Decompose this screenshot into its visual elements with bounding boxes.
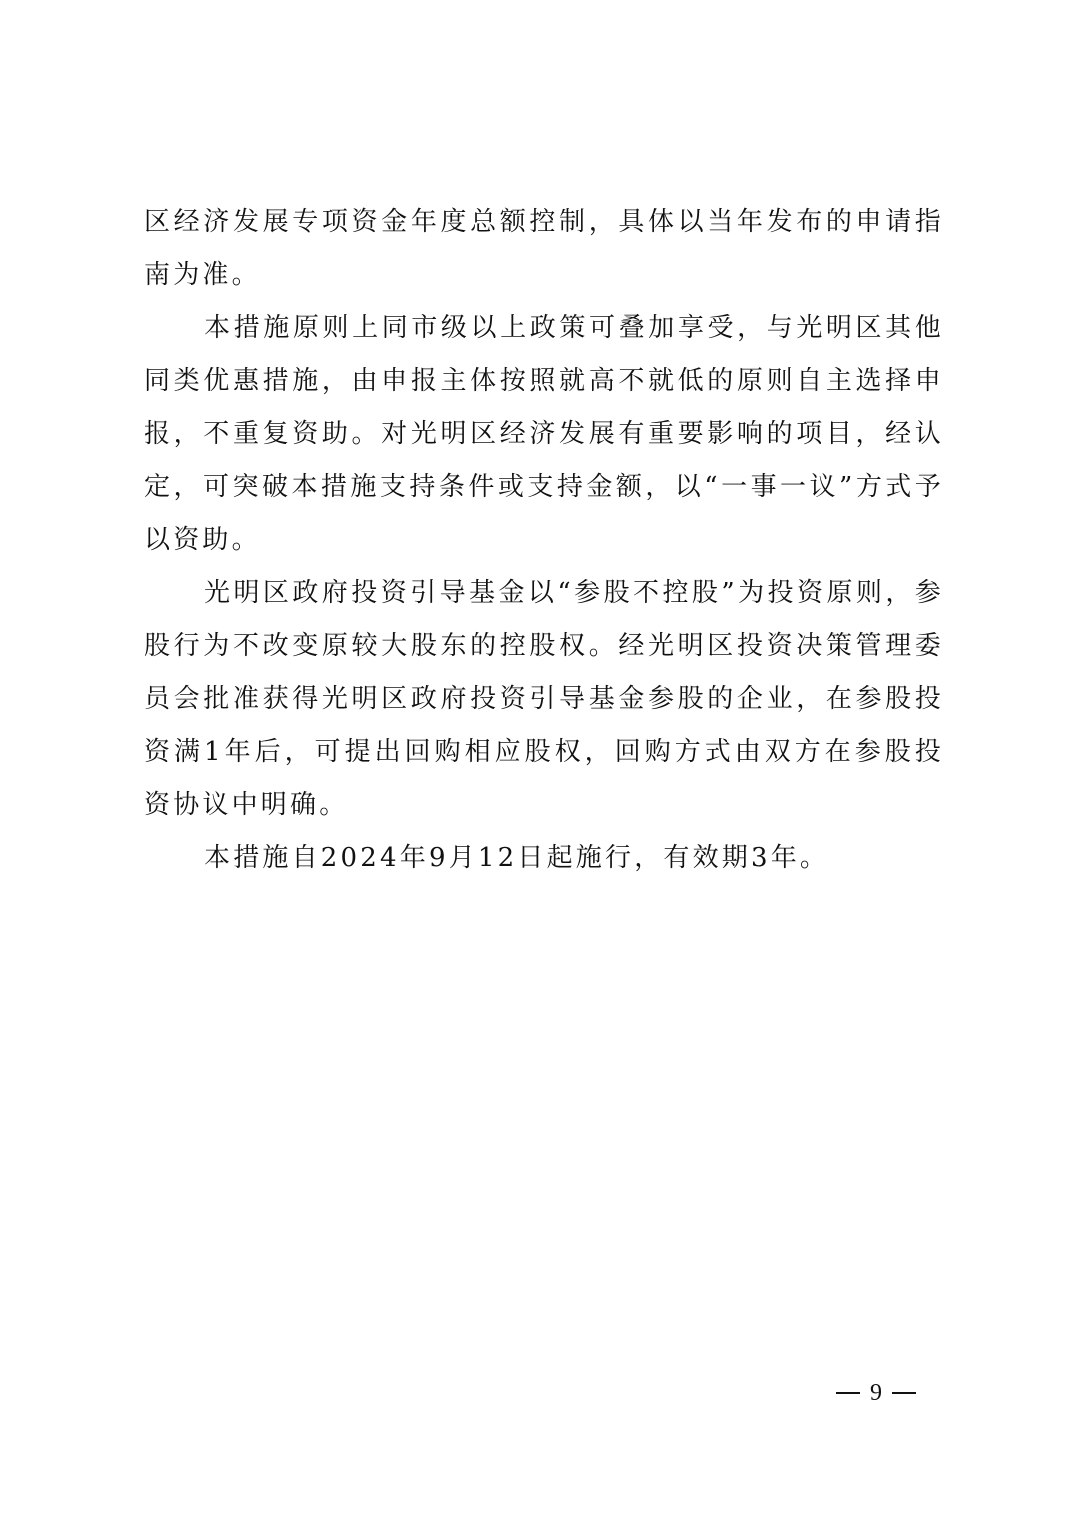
page-number-left-dash [836,1392,860,1394]
paragraph-policy-stacking: 本措施原则上同市级以上政策可叠加享受，与光明区其他同类优惠措施，由申报主体按照就高不就低的原则自主选择申报，不重复资助。对光明区经济发展有重要影响的项目，经认定，可突破本措施支持条件或支持金额，以“一事一议”方式予以资助。 [144,313,944,555]
page-number-right-dash [892,1392,916,1394]
page-number [836,1378,916,1408]
paragraph-budget-control: 区经济发展专项资金年度总额控制，具体以当年发布的申请指南为准。 [144,207,944,290]
document-body [144,196,944,885]
paragraph-guidance-fund: 光明区政府投资引导基金以“参股不控股”为投资原则，参股行为不改变原较大股东的控股权。经光明区投资决策管理委员会批准获得光明区政府投资引导基金参股的企业，在参股投资满1年后，可提出回购相应股权，回购方式由双方在参股投资协议中明确。 [144,578,944,820]
page-number-text: 9 [870,1380,882,1406]
paragraph-effective-date: 本措施自2024年9月12日起施行，有效期3年。 [204,843,830,873]
